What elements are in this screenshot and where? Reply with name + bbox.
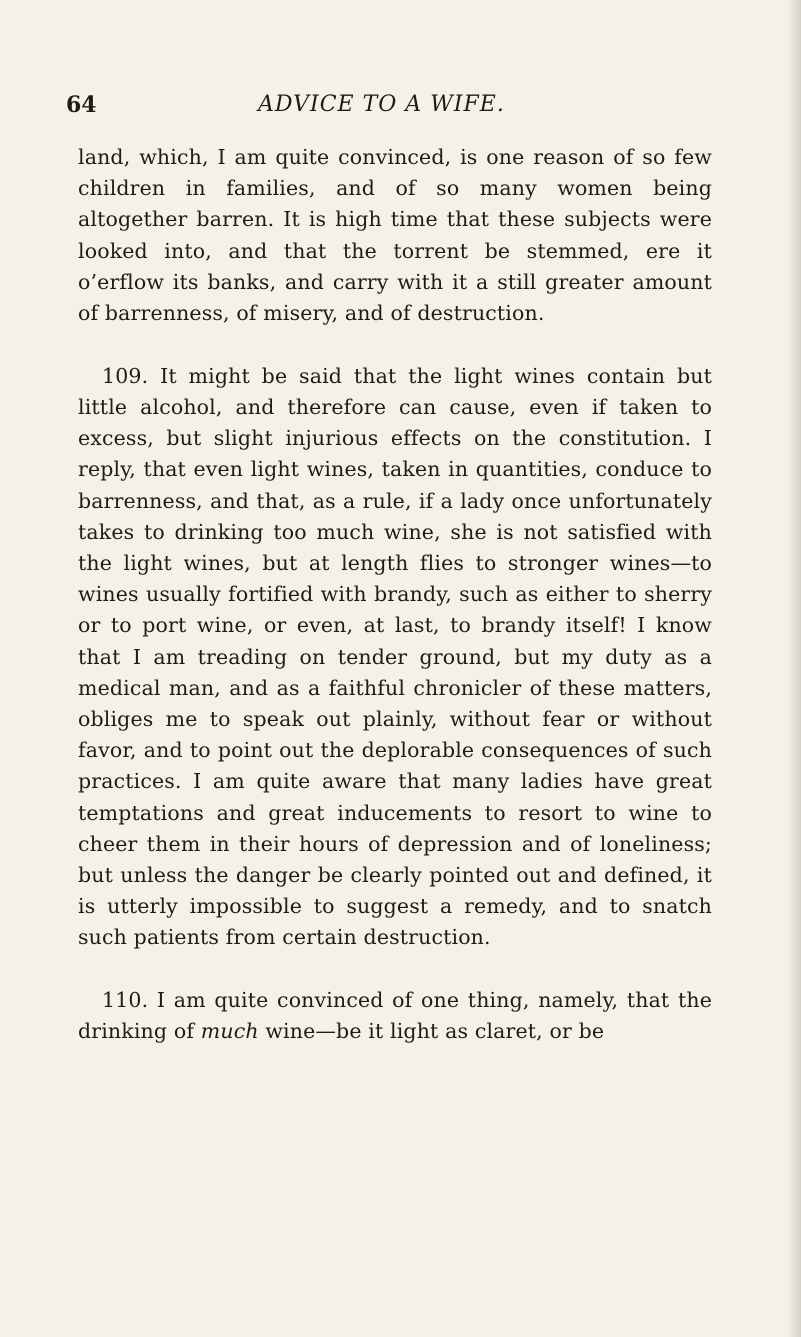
paragraph-110 [78, 985, 712, 1047]
book-page [66, 92, 712, 1047]
paragraph-text: land, which, I am quite convinced, is one reason of so few children in families, and of so many women being altogether barren. It is high time that these subjects were looked into, and that the torrent be stemmed, ere it o’erflow its banks, and carry with it a still greater amount of barrenness, of misery, and of destruction. [78, 145, 712, 326]
running-title: ADVICE TO A WIFE. [258, 92, 505, 117]
paragraph-number: 109. [102, 363, 149, 388]
page-number: 64 [66, 92, 97, 118]
running-head [66, 92, 712, 122]
paragraph-continued [78, 142, 712, 329]
paragraph-emphasis: much [200, 1019, 259, 1044]
paragraph-text-after: wine—be it light as claret, or be [258, 1019, 605, 1044]
paragraph-109 [78, 361, 712, 954]
paragraph-number: 110. [102, 988, 149, 1013]
paragraph-text-before: I am quite convinced of one thing, namely, that the drinking of [78, 988, 712, 1044]
paragraph-text: It might be said that the light wines contain but little alcohol, and therefore can cause, even if taken to excess, but slight injurious effects on the constitution. I reply, that even light wines, taken in quantities, conduce to barrenness, and that, as a rule, if a lady once unfortunately takes to drinking too much wine, she is not satisfied with the light wines, but at length flies to stronger wines—to wines usually fortified with brandy, such as either to sherry or to port wine, or even, at last, to brandy itself! I know that I am treading on tender ground, but my duty as a medical man, and as a faithful chronicler of these matters, obliges me to speak out plainly, without fear or without favor, and to point out the deplorable consequences of such practices. I am quite aware that many ladies have great temptations and great inducements to resort to wine to cheer them in their hours of depression and of loneliness; but unless the danger be clearly pointed out and defined, it is utterly impossible to suggest a remedy, and to snatch such patients from certain destruction. [78, 363, 712, 950]
page-edge-shadow [787, 0, 801, 1337]
